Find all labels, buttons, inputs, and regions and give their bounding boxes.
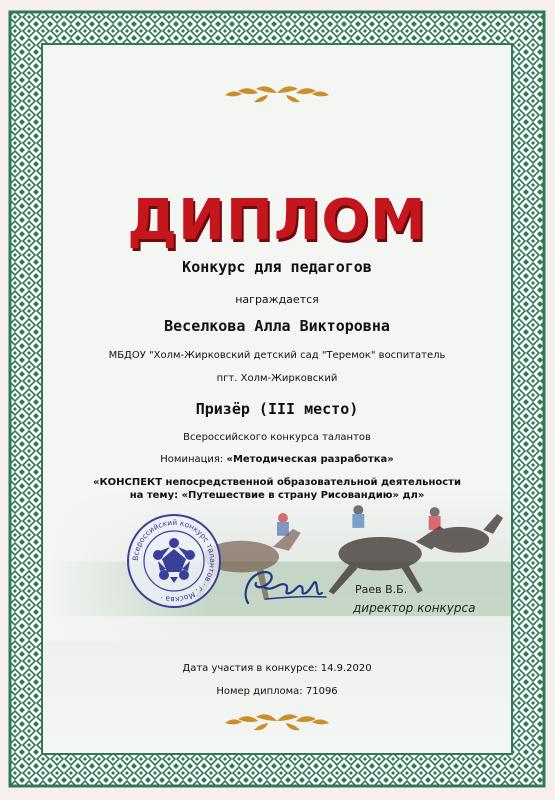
gold-leaves-ornament-icon (222, 709, 332, 733)
diploma-number: Номер диплома: 71096 (216, 686, 338, 697)
nomination (43, 454, 511, 465)
recipient-organization: МБДОУ "Холм-Жирковский детский сад "Теремок" воспитатель (108, 350, 446, 361)
contest-seal-icon (126, 513, 222, 609)
diploma-title: ДИПЛОМ (127, 188, 427, 253)
award-place: Призёр (III место) (195, 400, 359, 418)
seal-text: Всероссийский конкурс талантов · г. Москва · (130, 517, 218, 605)
diploma-subtitle: Конкурс для педагогов (182, 258, 372, 276)
nomination-value: «Методическая разработка» (226, 454, 394, 465)
signer-name: Раев В.Б. (355, 583, 408, 596)
participation-date: Дата участия в конкурсе: 14.9.2020 (182, 663, 372, 674)
horse-race-background (43, 45, 511, 753)
diploma-page (8, 10, 546, 788)
contest-name: Всероссийского конкурса талантов (183, 432, 371, 443)
recipient-town: пгт. Холм-Жирковский (216, 373, 338, 384)
nomination-label: Номинация: (160, 454, 227, 465)
gold-leaves-ornament-icon (222, 81, 332, 105)
recipient-name: Веселкова Алла Викторовна (164, 317, 390, 335)
awarded-text: награждается (235, 293, 319, 306)
work-title: «КОНСПЕКТ непосредственной образовательной деятельности на тему: «Путешествие в страну Рисовандию» дл» (93, 477, 461, 501)
diploma-content-area (41, 43, 513, 755)
signature-icon (236, 563, 331, 613)
signer-role: директор конкурса (353, 601, 476, 615)
